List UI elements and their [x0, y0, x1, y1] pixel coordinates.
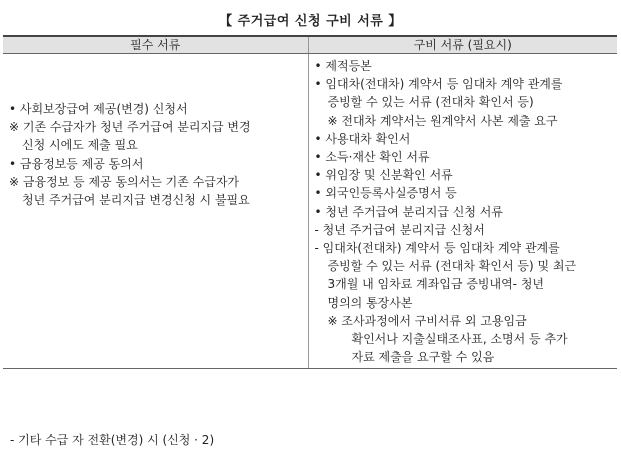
page-title: 【 주거급여 신청 구비 서류 】	[219, 14, 402, 29]
sub-item: - 청년 주거급여 분리지급 신청서	[314, 222, 485, 237]
list-item: • 위임장 및 신분확인 서류	[314, 168, 453, 183]
sub-item: - 임대차(전대차) 계약서 등 임대차 계약 관계를	[314, 241, 560, 256]
note-item: ※ 기존 수급자가 청년 주거급여 분리지급 변경	[9, 120, 251, 135]
list-item: • 사회보장급여 제공(변경) 신청서	[9, 102, 188, 116]
table-row	[3, 54, 617, 369]
list-item: • 금융정보등 제공 동의서	[9, 156, 144, 171]
list-item: • 제적등본	[314, 59, 372, 73]
list-item: • 소득·재산 확인 서류	[314, 150, 430, 165]
list-item: • 외국인등록사실증명서 등	[314, 186, 457, 201]
note-item-continuation: 청년 주거급여 분리지급 변경신청 시 불필요	[22, 193, 250, 208]
note-item: ※ 전대차 계약서는 원계약서 사본 제출 요구	[327, 113, 558, 128]
sub-item-continuation: 증빙할 수 있는 서류 (전대차 확인서 등) 및 최근	[327, 259, 577, 274]
note-item-continuation: 자료 제출을 요구할 수 있음	[351, 350, 495, 365]
sub-item-continuation: 3개월 내 임차료 계좌입금 증빙내역- 청년	[327, 277, 545, 292]
list-item: • 임대차(전대차) 계약서 등 임대차 계약 관계를	[314, 77, 563, 92]
note-item: ※ 조사과정에서 구비서류 외 고용임금	[327, 313, 527, 328]
table-header-row	[3, 36, 617, 54]
note-item: ※ 금융정보 등 제공 동의서는 기존 수급자가	[9, 174, 240, 189]
footnote: - 기타 수급 자 전환(변경) 시 (신청 · 2)	[10, 433, 215, 447]
sub-item-continuation: 명의의 통장사본	[327, 295, 413, 310]
list-item: • 사용대차 확인서	[314, 131, 411, 146]
list-item: • 청년 주거급여 분리지급 신청 서류	[314, 204, 503, 219]
header-required-documents: 필수 서류	[3, 36, 308, 54]
list-item-continuation: 증빙할 수 있는 서류 (전대차 확인서 등)	[327, 95, 534, 110]
required-documents-table	[3, 35, 617, 369]
optional-documents-cell	[308, 54, 617, 369]
header-optional-documents: 구비 서류 (필요시)	[308, 36, 617, 54]
note-item-continuation: 신청 시에도 제출 필요	[22, 138, 138, 153]
required-documents-cell	[3, 54, 308, 369]
note-item-continuation: 확인서나 지출실태조사표, 소명서 등 추가	[351, 332, 568, 347]
